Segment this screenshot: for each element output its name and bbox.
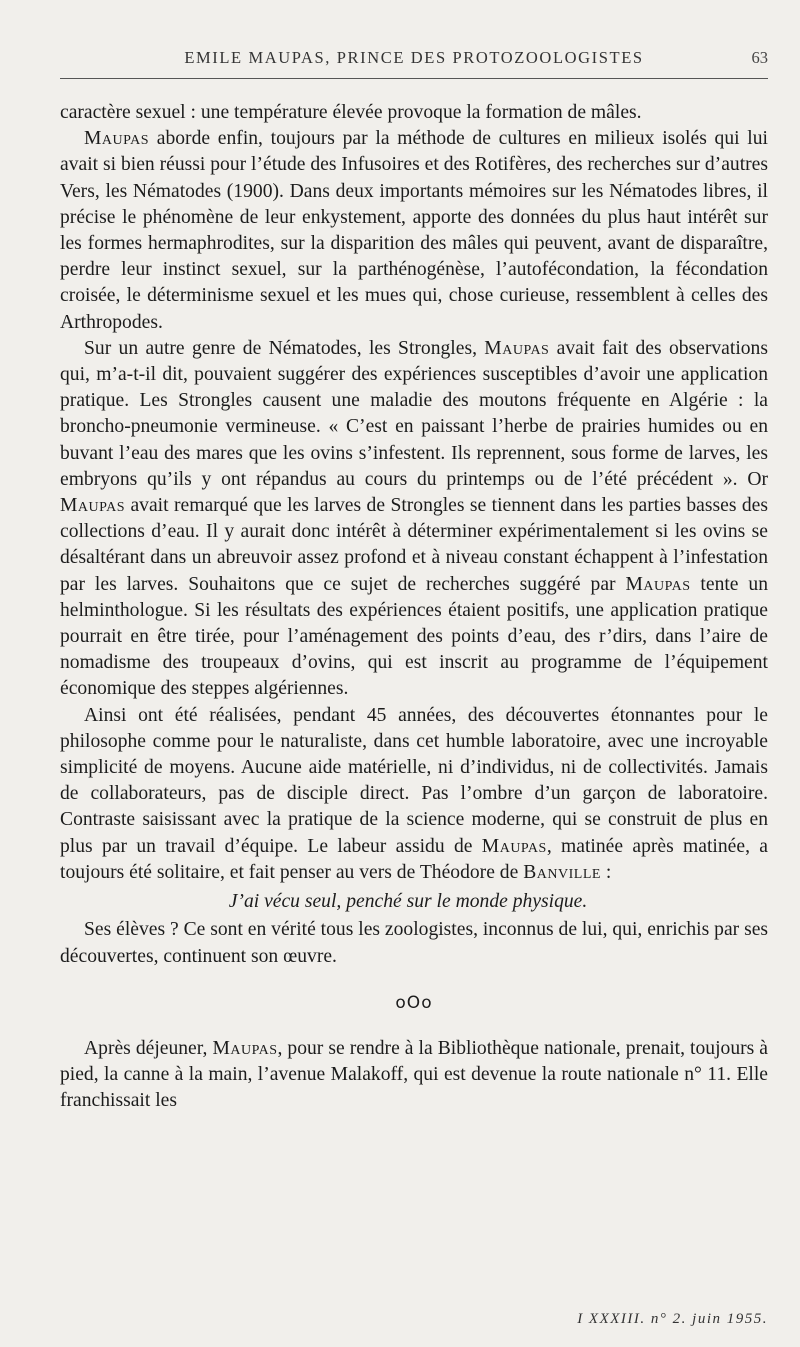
paragraph-4	[60, 703, 768, 886]
paragraph-4-text-a: Ainsi ont été réalisées, pendant 45 années, des découvertes étonnantes pour le philosophe comme pour le naturaliste, dans cet humble laboratoire, avec une incroyable simplicité de moyens. Aucune aide matérielle, ni d’individus, ni de collectivités. Jamais de collaborateurs, pas de disciple direct. Pas l’ombre d’un garçon de laboratoire. Contraste saisissant avec la pratique de la science moderne, qui se construit de plus en plus par un travail d’équipe. Le labeur assidu de	[60, 704, 768, 857]
running-header	[60, 48, 768, 79]
paragraph-2-text: aborde enfin, toujours par la méthode de cultures en milieux isolés qui lui avait si bien réussi pour l’étude des Infusoires et des Rotifères, des recherches sur d’autres Vers, les Nématodes (1900). Dans deux importants mémoires sur les Nématodes libres, il précise le phénomène de leur enkystement, apporte des données du plus haut intérêt sur les formes hermaphrodites, sur la disparition des mâles qui peuvent, avant de disparaître, perdre leur instinct sexuel, sur la parthénogénèse, l’autofécondation, la fécondation croisée, le déterminisme sexuel et les mues qui, chose curieuse, ressemblent à celles des Arthropodes.	[60, 128, 768, 333]
paragraph-6	[60, 1036, 768, 1115]
author-name: Maupas	[212, 1037, 278, 1059]
author-name: Maupas	[481, 835, 547, 857]
paragraph-1	[60, 100, 768, 126]
paragraph-1-text: caractère sexuel : une température élevée provoque la formation de mâles.	[60, 102, 642, 123]
author-name: Maupas	[84, 128, 150, 150]
paragraph-3	[60, 336, 768, 703]
paragraph-4-text-c: :	[600, 861, 612, 883]
paragraph-3-text-a: Sur un autre genre de Nématodes, les Strongles,	[84, 337, 485, 359]
author-name: Maupas	[484, 337, 550, 359]
page-body	[60, 100, 768, 1115]
page-number: 63	[751, 48, 768, 67]
verse-quote: J’ai vécu seul, penché sur le monde physique.	[228, 891, 588, 913]
paragraph-3-text-d: tente un helminthologue. Si les résultats des expériences étaient positifs, une application pratique pourrait en être tirée, pour l’aménagement des points d’eau, des r’dirs, dans l’aire de nomadisme des troupeaux d’ovins, qui est inscrit au programme de l’équipement économique des steppes algériennes.	[60, 573, 769, 700]
poet-name: Banville	[523, 861, 601, 883]
paragraph-2	[60, 126, 768, 336]
paragraph-3-text-c: avait remarqué que les larves de Strongles se tiennent dans les parties basses des collections d’eau. Il y aurait donc intérêt à déterminer expérimentalement si les ovins se désaltérant dans un abreuvoir assez profond et à niveau constant échappent à l’infestation par les larves. Souhaitons que ce sujet de recherches suggéré par	[60, 495, 768, 595]
paragraph-5	[60, 917, 768, 969]
section-ornament: oOo	[395, 992, 433, 1013]
author-name: Maupas	[625, 573, 691, 595]
paragraph-3-text-b: avait fait des observations qui, m’a-t-il dit, pouvaient suggérer des expériences susceptibles d’avoir une application pratique. Les Strongles causent une maladie des moutons fréquente en Algérie : la broncho-pneumonie vermineuse. « C’est en paissant l’herbe de prairies humides ou en buvant l’eau des mares que les ovins s’infestent. Ils reprennent, sous forme de larves, les embryons qu’ils y ont répandus au cours du printemps ou de l’été précédent ». Or	[60, 337, 768, 490]
paragraph-4-text-b: , matinée après matinée, a toujours été solitaire, et fait penser au vers de Théodore de	[60, 835, 768, 883]
footer-signature: I XXXIII. n° 2. juin 1955.	[577, 1311, 768, 1327]
paragraph-6-text-a: Après déjeuner,	[84, 1037, 213, 1059]
paragraph-6-text-b: , pour se rendre à la Bibliothèque nationale, prenait, toujours à pied, la canne à la main, l’avenue Malakoff, qui est devenue la route nationale n° 11. Elle franchissait les	[60, 1037, 768, 1112]
author-name: Maupas	[60, 495, 126, 517]
running-title: EMILE MAUPAS, PRINCE DES PROTOZOOLOGISTES	[184, 48, 644, 67]
paragraph-5-text: Ses élèves ? Ce sont en vérité tous les zoologistes, inconnus de lui, qui, enrichis par ses découvertes, continuent son œuvre.	[60, 919, 769, 967]
